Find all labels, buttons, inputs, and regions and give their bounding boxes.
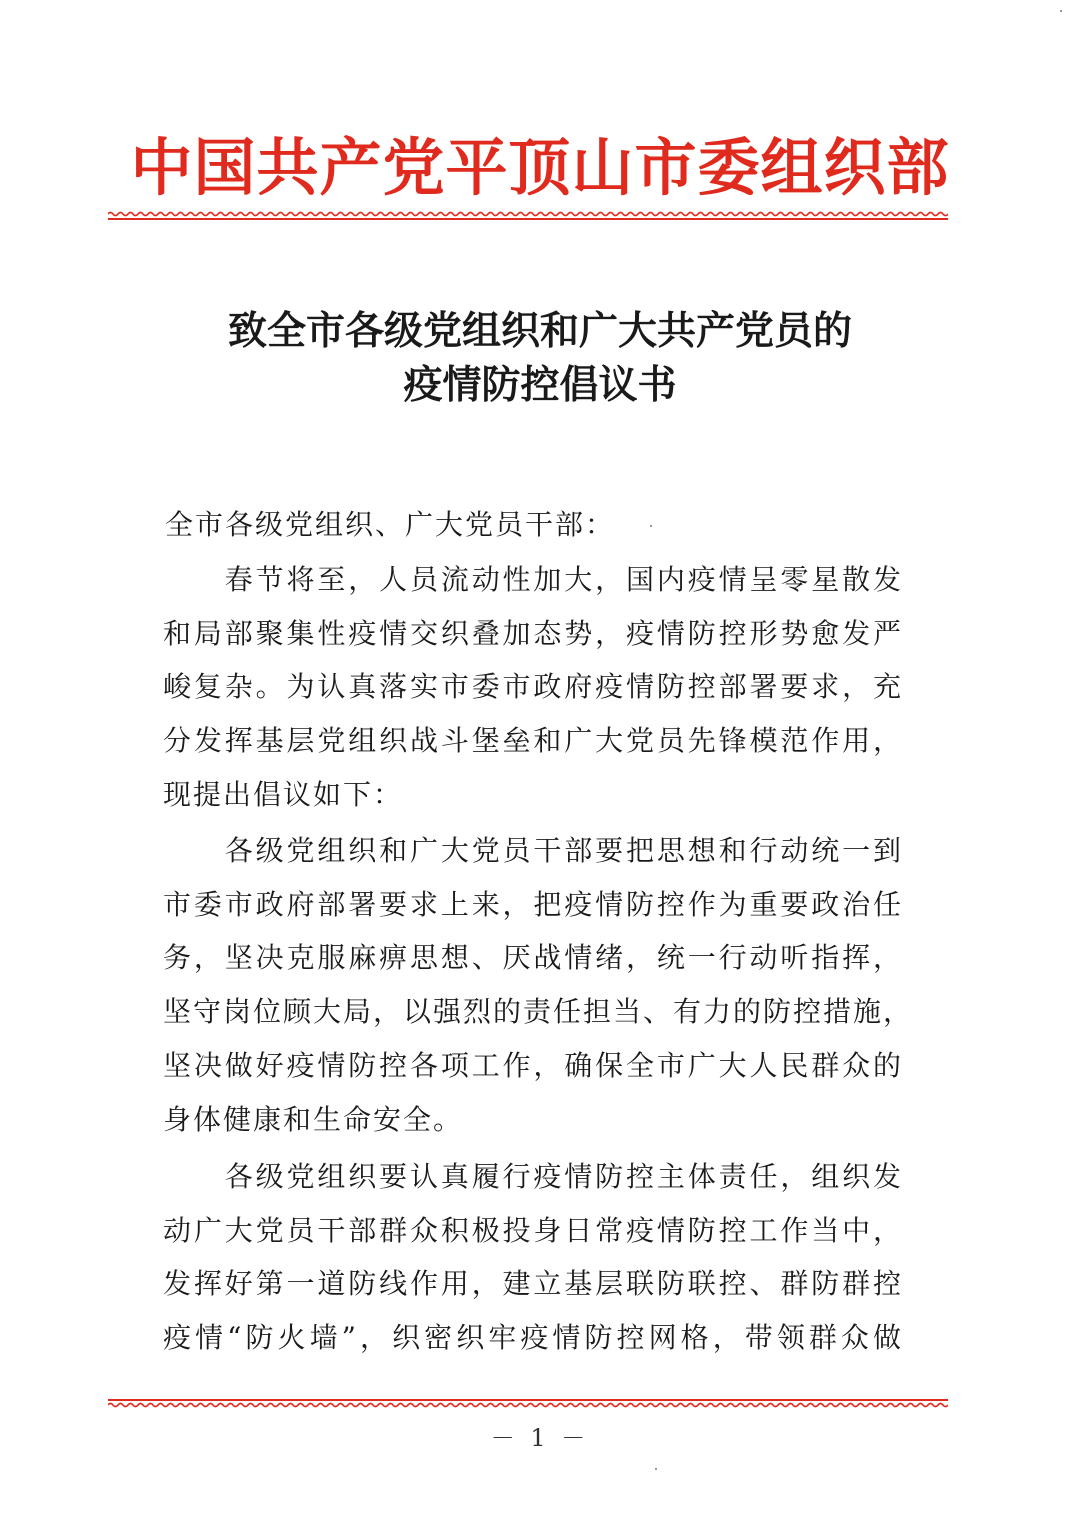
salutation: 全市各级党组织、广大党员干部： xyxy=(165,508,616,541)
paragraph-line: 市委市政府部署要求上来，把疫情防控作为重要政治任 xyxy=(163,887,903,921)
paragraph-line: 各级党组织和广大党员干部要把思想和行动统一到 xyxy=(163,834,903,867)
issuing-organization-header: 中国共产党平顶山市委组织部 xyxy=(130,131,950,204)
scan-speck xyxy=(1060,10,1062,12)
paragraph-line: 峻复杂。为认真落实市委市政府疫情防控部署要求，充 xyxy=(163,670,903,704)
paragraph-line: 务，坚决克服麻痹思想、厌战情绪，统一行动听指挥， xyxy=(163,941,903,975)
paragraph-line: 坚守岗位顾大局，以强烈的责任担当、有力的防控措施， xyxy=(163,995,914,1029)
paragraph-line: 分发挥基层党组织战斗堡垒和广大党员先锋模范作用， xyxy=(163,724,903,758)
top-red-divider xyxy=(108,209,948,221)
document-title-line-1: 致全市各级党组织和广大共产党员的 xyxy=(227,308,852,354)
scan-speck xyxy=(655,1468,657,1470)
paragraph-line: 现提出倡议如下： xyxy=(163,777,404,811)
paragraph-line: 和局部聚集性疫情交织叠加态势，疫情防控形势愈发严 xyxy=(163,616,903,650)
paragraph-line: 各级党组织要认真履行疫情防控主体责任，组织发 xyxy=(163,1160,903,1193)
paragraph-line: 坚决做好疫情防控各项工作，确保全市广大人民群众的 xyxy=(163,1048,903,1082)
paragraph-3 xyxy=(163,1150,903,1365)
paragraph-1 xyxy=(163,553,903,822)
scan-speck xyxy=(650,525,652,527)
paragraph-line: 发挥好第一道防线作用，建立基层联防联控、群防群控 xyxy=(163,1267,903,1301)
document-title-line-2: 疫情防控倡议书 xyxy=(403,362,677,408)
page-number: － 1 － xyxy=(490,1424,590,1452)
paragraph-line: 动广大党员干部群众积极投身日常疫情防控工作当中， xyxy=(163,1213,903,1247)
bottom-red-divider xyxy=(108,1398,948,1410)
paragraph-line: 身体健康和生命安全。 xyxy=(163,1102,464,1136)
paragraph-line: 疫情“防火墙”，织密织牢疫情防控网格，带领群众做 xyxy=(163,1321,903,1355)
paragraph-line: 春节将至，人员流动性加大，国内疫情呈零星散发 xyxy=(163,563,903,596)
paragraph-2 xyxy=(163,824,914,1146)
